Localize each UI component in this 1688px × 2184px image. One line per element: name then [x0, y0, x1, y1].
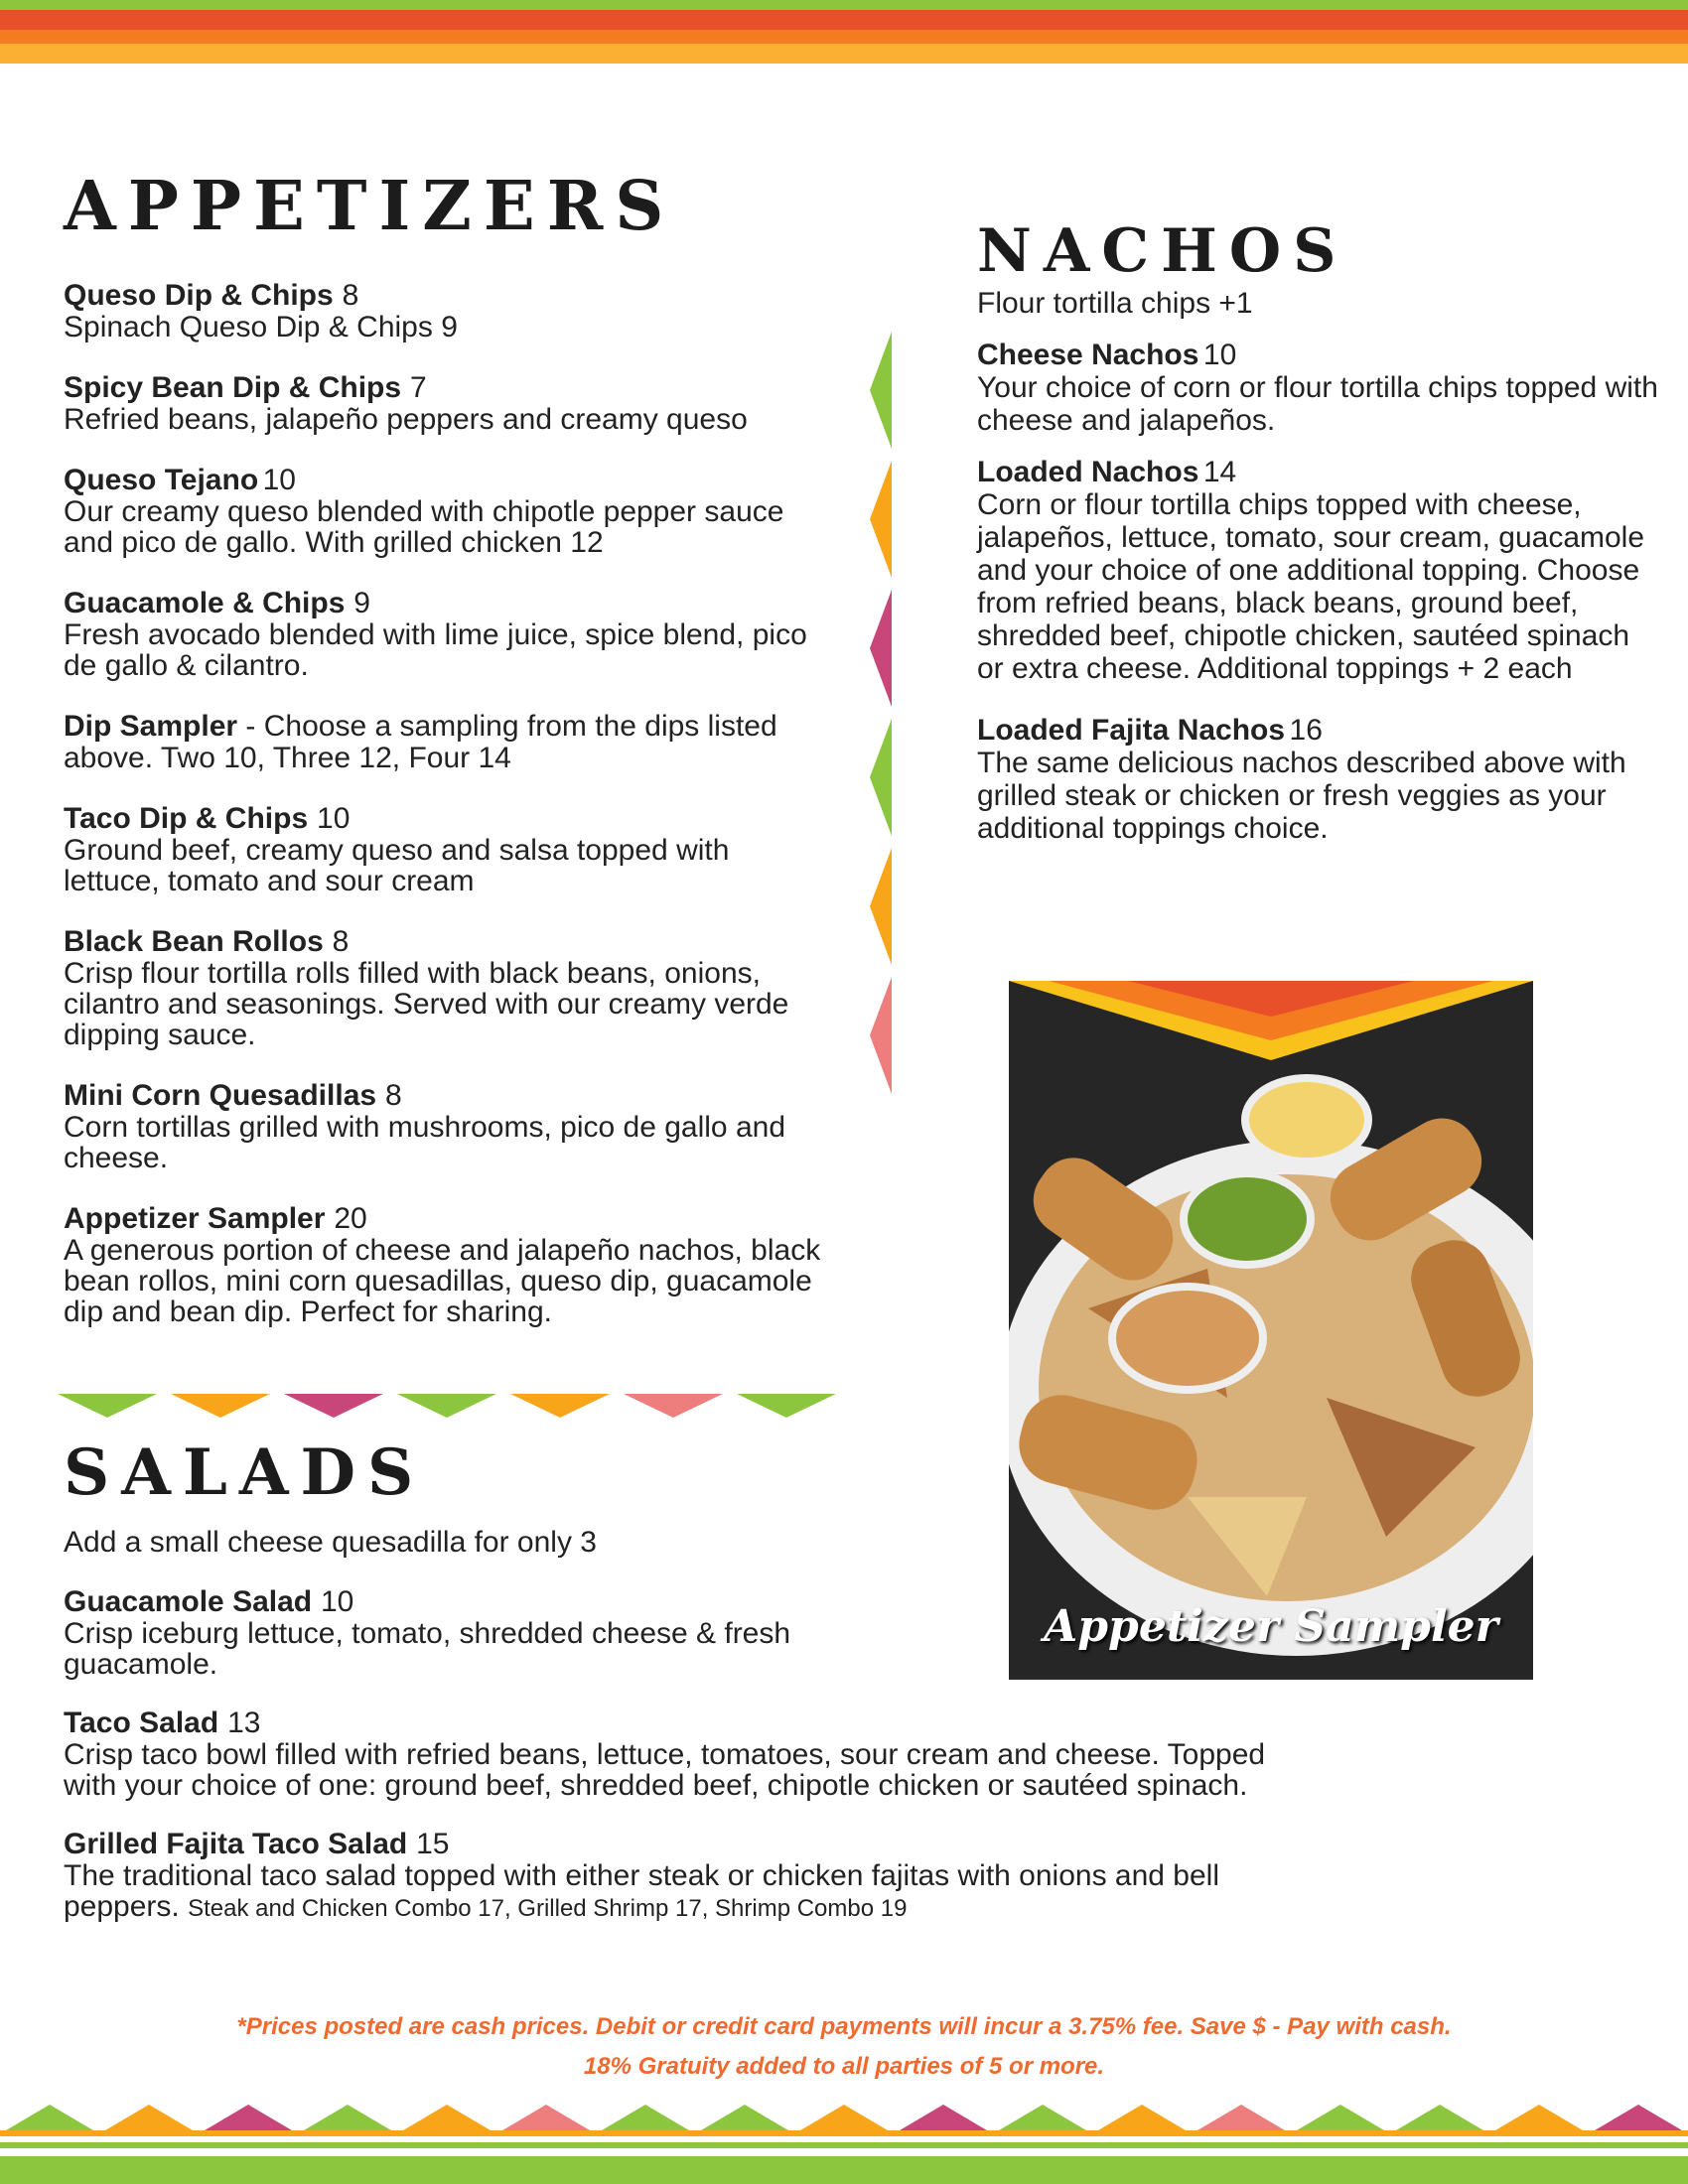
item-name: Dip Sampler: [64, 710, 238, 743]
menu-item: [64, 1829, 1305, 1924]
item-name: Guacamole & Chips: [64, 587, 346, 619]
item-price: 10: [1202, 339, 1237, 371]
decorative-triangle: [403, 2105, 491, 2130]
item-name: Queso Tejano: [64, 464, 259, 496]
menu-item: [64, 1707, 1305, 1801]
menu-item: [64, 588, 828, 681]
item-price: 13: [227, 1706, 261, 1739]
menu-item: [64, 926, 828, 1050]
horizontal-zigzag-divider: [58, 1394, 854, 1420]
item-name: Taco Salad: [64, 1706, 219, 1739]
menu-item: [64, 803, 828, 896]
gratuity-footnote: 18% Gratuity added to all parties of 5 or more.: [583, 2053, 1105, 2080]
item-price: 9: [353, 587, 370, 619]
menu-item: [64, 711, 828, 773]
item-price: 10: [262, 464, 296, 496]
item-price: 15: [416, 1828, 450, 1860]
item-description: Our creamy queso blended with chipotle pepper sauce and pico de gallo. With grilled chicken 12: [64, 495, 784, 559]
menu-item: [977, 340, 1662, 437]
item-price: 10: [317, 802, 351, 835]
item-name: Queso Dip & Chips: [64, 279, 334, 312]
menu-item: [977, 457, 1662, 685]
item-description: Spinach Queso Dip & Chips 9: [64, 311, 458, 343]
item-price: 8: [342, 279, 359, 312]
decorative-triangle: [701, 2105, 788, 2130]
decorative-triangle: [502, 2105, 590, 2130]
item-name: Loaded Fajita Nachos: [977, 714, 1286, 747]
item-name: Cheese Nachos: [977, 339, 1199, 371]
item-price: 20: [334, 1202, 367, 1235]
item-description: Corn or flour tortilla chips topped with cheese, jalapeños, lettuce, tomato, sour cream, guacamole and your choice of one additional topping. Choose from refried beans, black beans, ground beef, shredded beef, chipotle chicken, sautéed spinach or extra cheese. Additional toppings + 2 each: [977, 488, 1645, 685]
bottom-decorative-band: [0, 2105, 1688, 2184]
item-description-extras: Steak and Chicken Combo 17, Grilled Shrimp 17, Shrimp Combo 19: [188, 1895, 908, 1922]
menu-item: [64, 280, 828, 342]
item-price: 14: [1202, 456, 1237, 488]
item-description: Corn tortillas grilled with mushrooms, pico de gallo and cheese.: [64, 1111, 786, 1174]
menu-item: [977, 715, 1662, 845]
decorative-triangle: [800, 2105, 888, 2130]
item-price: 7: [409, 371, 427, 404]
item-description: A generous portion of cheese and jalapeño nachos, black bean rollos, mini corn quesadillas, queso dip, guacamole dip and bean dip. Perfect for sharing.: [64, 1234, 821, 1328]
item-name: Grilled Fajita Taco Salad: [64, 1828, 408, 1860]
menu-item: [64, 1203, 828, 1327]
item-description: Your choice of corn or flour tortilla chips topped with cheese and jalapeños.: [977, 371, 1658, 437]
salads-list: [64, 1527, 1305, 1924]
decorative-triangle: [1595, 2105, 1682, 2130]
item-description: Crisp flour tortilla rolls filled with black beans, onions, cilantro and seasonings. Served with our creamy verde dipping sauce.: [64, 957, 789, 1051]
item-name: Mini Corn Quesadillas: [64, 1079, 377, 1112]
decorative-triangle: [1495, 2105, 1583, 2130]
item-description: The same delicious nachos described above with grilled steak or chicken or fresh veggies as your additional toppings choice.: [977, 747, 1626, 845]
decorative-triangle: [1098, 2105, 1186, 2130]
salads-heading: SALADS: [64, 1435, 426, 1510]
top-stripe-banner: [0, 0, 1688, 68]
decorative-triangle: [1297, 2105, 1384, 2130]
stripe-green: [0, 0, 1688, 10]
item-name: Loaded Nachos: [977, 456, 1199, 488]
item-description: Crisp iceburg lettuce, tomato, shredded cheese & fresh guacamole.: [64, 1617, 791, 1681]
decorative-triangle: [6, 2105, 93, 2130]
item-description: Crisp taco bowl filled with refried beans, lettuce, tomatoes, sour cream and cheese. Topped with your choice of one: ground beef, shredded beef, chipotle chicken or sautéed spinach.: [64, 1738, 1266, 1802]
menu-item: [64, 1080, 828, 1173]
decorative-triangle: [304, 2105, 391, 2130]
decorative-triangle: [602, 2105, 689, 2130]
item-description: The traditional taco salad topped with either steak or chicken fajitas with onions and bell peppers.: [64, 1859, 1220, 1923]
nachos-list: [977, 288, 1662, 845]
item-price: 10: [321, 1585, 354, 1618]
decorative-triangle: [900, 2105, 987, 2130]
salads-intro: Add a small cheese quesadilla for only 3: [64, 1526, 597, 1559]
item-description: Fresh avocado blended with lime juice, spice blend, pico de gallo & cilantro.: [64, 618, 807, 682]
stripe-orange: [0, 30, 1688, 44]
item-price: 8: [332, 925, 350, 958]
item-description: Ground beef, creamy queso and salsa topped with lettuce, tomato and sour cream: [64, 834, 730, 897]
item-description: - Choose a sampling from the dips listed above. Two 10, Three 12, Four 14: [64, 710, 777, 774]
item-price: 8: [384, 1079, 402, 1112]
decorative-triangle: [205, 2105, 292, 2130]
vertical-zigzag-divider: [870, 332, 892, 1126]
appetizers-list: [64, 280, 828, 1327]
stripe-red: [0, 10, 1688, 30]
appetizers-heading: APPETIZERS: [64, 167, 676, 246]
nachos-heading: NACHOS: [977, 216, 1348, 286]
item-description: Refried beans, jalapeño peppers and creamy queso: [64, 403, 748, 436]
menu-item: [64, 1586, 818, 1680]
payment-footnote: *Prices posted are cash prices. Debit or credit card payments will incur a 3.75% fee. Save $ - Pay with cash.: [236, 2013, 1452, 2040]
photo-caption: Appetizer Sampler: [1044, 1601, 1498, 1652]
decorative-triangle: [999, 2105, 1086, 2130]
item-name: Appetizer Sampler: [64, 1202, 326, 1235]
item-name: Black Bean Rollos: [64, 925, 324, 958]
item-name: Guacamole Salad: [64, 1585, 313, 1618]
item-price: 16: [1289, 714, 1323, 747]
item-name: Taco Dip & Chips: [64, 802, 309, 835]
nachos-intro: Flour tortilla chips +1: [977, 287, 1253, 320]
item-name: Spicy Bean Dip & Chips: [64, 371, 402, 404]
decorative-triangle: [1396, 2105, 1483, 2130]
stripe-yellow: [0, 44, 1688, 64]
menu-item: [64, 372, 828, 435]
decorative-triangle: [1197, 2105, 1285, 2130]
menu-item: [64, 465, 828, 558]
decorative-triangle: [105, 2105, 193, 2130]
